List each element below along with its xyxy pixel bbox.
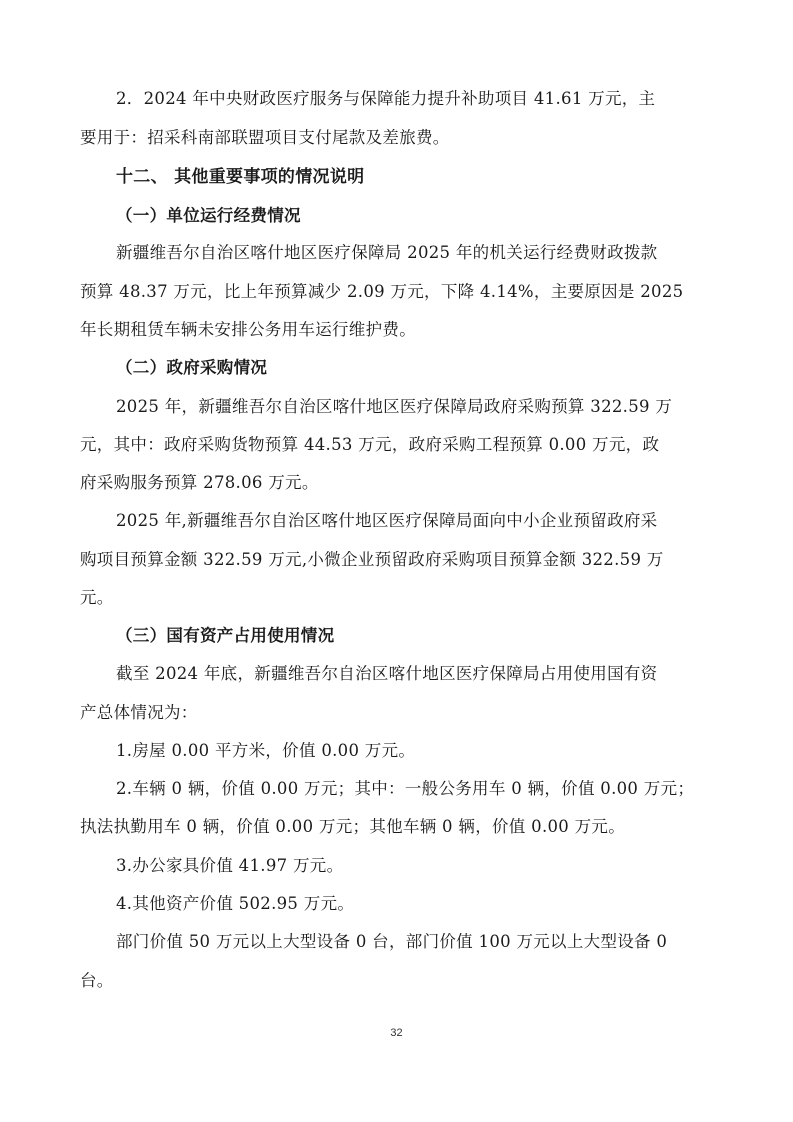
para-equipment-line-1: 部门价值 50 万元以上大型设备 0 台，部门价值 100 万元以上大型设备 0 bbox=[116, 932, 668, 951]
asset-item-vehicles-line-1: 2.车辆 0 辆，价值 0.00 万元；其中：一般公务用车 0 辆，价值 0.00 万元； bbox=[116, 779, 695, 798]
asset-item-furniture: 3.办公家具价值 41.97 万元。 bbox=[116, 856, 344, 875]
subheading-state-assets: （三）国有资产占用使用情况 bbox=[116, 626, 335, 645]
para-project-line-1: 2．2024 年中央财政医疗服务与保障能力提升补助项目 41.61 万元，主 bbox=[116, 89, 656, 108]
para-operating-costs-line-3: 年长期租赁车辆未安排公务用车运行维护费。 bbox=[80, 320, 416, 339]
subheading-procurement: （二）政府采购情况 bbox=[116, 358, 268, 377]
para-sme-line-2: 购项目预算金额 322.59 万元,小微企业预留政府采购项目预算金额 322.59 万 bbox=[80, 550, 664, 569]
para-procurement-line-1: 2025 年，新疆维吾尔自治区喀什地区医疗保障局政府采购预算 322.59 万 bbox=[116, 397, 673, 416]
para-assets-line-1: 截至 2024 年底，新疆维吾尔自治区喀什地区医疗保障局占用使用国有资 bbox=[116, 664, 658, 683]
para-sme-line-3: 元。 bbox=[80, 588, 114, 607]
section-heading-12: 十二、 其他重要事项的情况说明 bbox=[116, 167, 365, 187]
para-project-line-2: 要用于：招采科南部联盟项目支付尾款及差旅费。 bbox=[80, 128, 450, 147]
asset-item-other: 4.其他资产价值 502.95 万元。 bbox=[116, 894, 355, 913]
page-number: 32 bbox=[390, 1027, 403, 1039]
para-sme-line-1: 2025 年,新疆维吾尔自治区喀什地区医疗保障局面向中小企业预留政府采 bbox=[116, 511, 658, 530]
para-assets-line-2: 产总体情况为： bbox=[80, 703, 198, 722]
asset-item-vehicles-line-2: 执法执勤用车 0 辆，价值 0.00 万元；其他车辆 0 辆，价值 0.00 万元。 bbox=[80, 817, 626, 836]
subheading-operating-costs: （一）单位运行经费情况 bbox=[116, 206, 301, 225]
para-equipment-line-2: 台。 bbox=[80, 971, 114, 990]
para-procurement-line-2: 元，其中：政府采购货物预算 44.53 万元，政府采购工程预算 0.00 万元，政 bbox=[80, 435, 660, 454]
para-procurement-line-3: 府采购服务预算 278.06 万元。 bbox=[80, 473, 319, 492]
asset-item-housing: 1.房屋 0.00 平方米，价值 0.00 万元。 bbox=[116, 741, 416, 760]
para-operating-costs-line-1: 新疆维吾尔自治区喀什地区医疗保障局 2025 年的机关运行经费财政拨款 bbox=[116, 243, 658, 262]
para-operating-costs-line-2: 预算 48.37 万元，比上年预算减少 2.09 万元，下降 4.14%，主要原因是 2025 bbox=[80, 282, 684, 301]
